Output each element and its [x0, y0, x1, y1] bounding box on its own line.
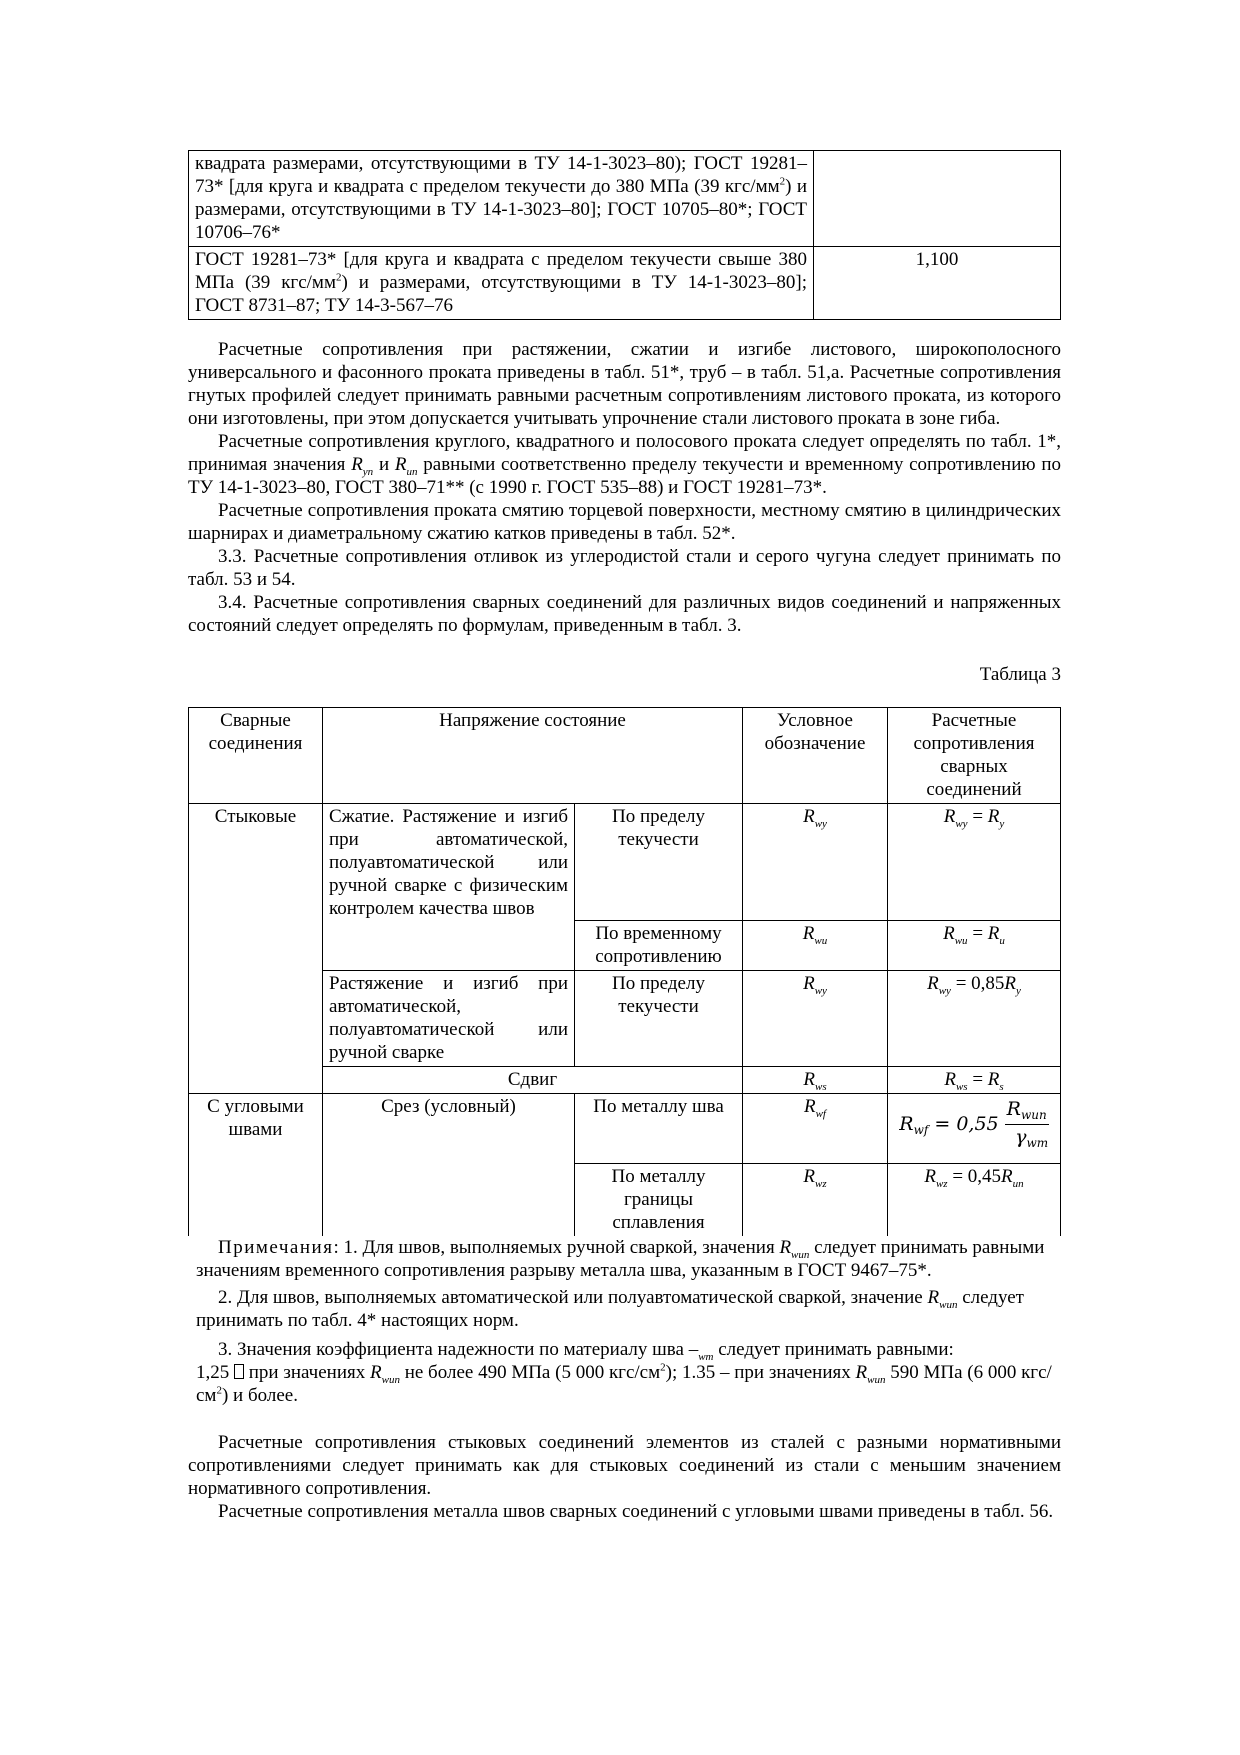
subscript: s: [999, 1080, 1004, 1093]
symbol: R: [394, 454, 407, 475]
table-row: [189, 247, 1061, 320]
subscript: u: [999, 934, 1005, 947]
text: = 0,45: [947, 1166, 1002, 1187]
symbol: R: [927, 973, 939, 994]
table-row: [189, 804, 1061, 921]
header-symbol: Условное обозначение: [743, 708, 888, 804]
symbol: R: [370, 1362, 382, 1383]
subscript: wm: [698, 1350, 714, 1363]
symbol: R: [855, 1362, 868, 1383]
symbol-cell: [743, 971, 888, 1067]
table-cell: 1,100: [814, 247, 1061, 320]
note-3: [196, 1338, 1056, 1361]
subscript: wu: [954, 934, 968, 947]
header-resistance: Расчетные сопротивления сварных соединений: [888, 708, 1061, 804]
text: = 0,85: [950, 973, 1005, 994]
paragraph: 3.3. Расчетные сопротивления отливок из углеродистой стали и серого чугуна следует принимать по табл. 53 и 54.: [188, 546, 1061, 590]
symbol: R: [779, 1237, 792, 1258]
symbol: R: [351, 454, 363, 475]
subscript: yn: [362, 465, 374, 478]
fraction: [1005, 1098, 1049, 1151]
symbol: γ: [1015, 1126, 1027, 1148]
paragraph: Расчетные сопротивления стыковых соединений элементов из сталей с разными нормативными сопротивлениями следует принимать как для стыковых соединений из стали с меньшим значением нормативного сопротивления.: [188, 1432, 1061, 1499]
cell-text: квадрата размерами, отсутствующими в ТУ 14-1-3023–80); ГОСТ 19281–73* [для круга и квадрата с пределом текучести до 380 МПа (39 кгс/мм: [195, 153, 807, 197]
subscript: wun: [939, 1298, 958, 1311]
superscript: 2: [779, 175, 786, 188]
symbol-cell: [743, 1164, 888, 1237]
table-header-row: [189, 708, 1061, 804]
subscript: wun: [791, 1248, 810, 1261]
text: = 0,55: [928, 1113, 999, 1135]
subscript: wf: [913, 1123, 929, 1137]
text: следует принимать равными значениям временного сопротивления разрыву металла шва, указанным в ГОСТ 9467–75*.: [196, 1237, 1045, 1281]
note-2: [196, 1286, 1056, 1332]
symbol-cell: [743, 804, 888, 921]
table-cell: [189, 247, 814, 320]
missing-glyph-box: [234, 1364, 244, 1379]
subscript: ws: [814, 1080, 827, 1093]
text: равными соответственно пределу текучести и временному сопротивлению по ТУ 14-1-3023–80, ГОСТ 380–71** (с 1990 г. ГОСТ 535–88) и ГОСТ 19281–73*.: [188, 454, 1062, 498]
note-1: [196, 1236, 1056, 1282]
symbol: R: [924, 1166, 936, 1187]
text: : 1. Для швов, выполняемых ручной сваркой, значения: [333, 1237, 780, 1258]
weld-metal-cell: По металлу шва: [575, 1094, 743, 1164]
table-row: [189, 151, 1061, 247]
symbol: R: [987, 923, 1000, 944]
text: следует принимать по табл. 4* настоящих норм.: [196, 1287, 1024, 1331]
symbol: R: [1006, 1098, 1021, 1120]
symbol: R: [1004, 973, 1017, 994]
paragraph: Расчетные сопротивления проката смятию торцевой поверхности, местному смятию в цилиндрических шарнирах и диаметральному сжатию катков приведены в табл. 52*.: [188, 500, 1061, 544]
text: 1,25: [196, 1362, 234, 1383]
cell-text: контролем качества швов: [329, 898, 535, 919]
subscript: y: [999, 817, 1005, 830]
text: при значениях: [244, 1362, 370, 1383]
formula-cell: [888, 804, 1061, 921]
denominator: [1005, 1125, 1048, 1151]
table-cell: [814, 151, 1061, 247]
text: и: [373, 454, 395, 475]
text: 2. Для швов, выполняемых автоматической или полуавтоматической сваркой, значение: [218, 1287, 928, 1308]
symbol: R: [944, 1069, 956, 1090]
symbol: R: [803, 1069, 815, 1090]
subscript: wz: [814, 1177, 827, 1190]
text: не более 490 МПа (5 000 кгс/см: [399, 1362, 661, 1383]
text: =: [967, 806, 988, 827]
cell-text: ) и размерами, отсутствующими в ТУ 14-1-3023–80]; ГОСТ 10705–80*; ГОСТ 10706–76*: [195, 176, 808, 243]
superscript: 2: [216, 1384, 222, 1397]
subscript: wz: [935, 1177, 948, 1190]
text: 3. Значения коэффициента надежности по материалу шва: [218, 1339, 689, 1360]
table-row: [189, 1094, 1061, 1164]
formula-cell: [888, 1094, 1061, 1164]
text: следует принимать равными:: [713, 1339, 954, 1360]
document-page: [188, 150, 1061, 1523]
cell-text: ГОСТ 19281–73* [для круга и квадрата с пределом текучести свыше 380 МПа (39 кгс/мм: [195, 249, 807, 293]
symbol: R: [943, 923, 955, 944]
subscript: wm: [1026, 1136, 1049, 1150]
cut-cell: Срез (условный): [323, 1094, 575, 1237]
symbol: R: [1001, 1166, 1013, 1187]
subscript: ws: [955, 1080, 968, 1093]
subscript: wun: [867, 1373, 886, 1386]
paragraph: Расчетные сопротивления металла швов сварных соединений с угловыми швами приведены в табл. 56.: [218, 1501, 1054, 1522]
ultimate-cell: По временному сопротивлению: [575, 921, 743, 971]
note-3-cont: [196, 1361, 1056, 1407]
fusion-cell: По металлу границы сплавления: [575, 1164, 743, 1237]
steel-grade-table: [188, 150, 1061, 320]
shear-cell: Сдвиг: [323, 1067, 743, 1094]
symbol: R: [802, 923, 815, 944]
table-caption: Таблица 3: [979, 664, 1061, 685]
numerator: [1005, 1098, 1049, 1125]
header-joints: Сварные соединения: [189, 708, 323, 804]
fillet-joints-cell: С угловыми швами: [189, 1094, 323, 1237]
cell-text: ) и размерами, отсутствующими в ТУ 14-1-3023–80]; ГОСТ 8731–87; ТУ 14-3-567–76: [195, 272, 807, 316]
symbol: R: [803, 1166, 815, 1187]
subscript: un: [406, 465, 418, 478]
table-cell: [189, 151, 814, 247]
symbol: R: [899, 1113, 914, 1135]
superscript: 2: [660, 1361, 666, 1374]
formula-cell: [888, 971, 1061, 1067]
paragraph: Расчетные сопротивления при растяжении, сжатии и изгибе листового, широкополосного универсального и фасонного проката приведены в табл. 51*, труб – в табл. 51,а. Расчетные сопротивления гнутых профилей следует принимать равными расчетным сопротивлениям листового проката, из которого они изготовлены, при этом допускается учитывать упрочнение стали листового проката в зоне гиба.: [188, 339, 1061, 429]
subscript: y: [1016, 984, 1021, 997]
symbol: R: [803, 806, 815, 827]
notes-label: Примечания: [218, 1237, 334, 1258]
subscript: wun: [1020, 1108, 1047, 1122]
formula-cell: [888, 921, 1061, 971]
subscript: wun: [381, 1373, 400, 1386]
header-stress: Напряжение состояние: [323, 708, 743, 804]
text: =: [967, 923, 988, 944]
subscript: wu: [814, 934, 828, 947]
butt-joints-cell: Стыковые: [189, 804, 323, 1094]
cell-text: Сжатие. Растяжение и изгиб при автоматической, полуавтоматической или ручной сварке с физическим: [329, 806, 568, 896]
subscript: wf: [815, 1107, 826, 1120]
yield-cell: По пределу текучести: [575, 804, 743, 921]
text: ); 1.35 – при значениях: [665, 1362, 856, 1383]
formula-cell: [888, 1067, 1061, 1094]
symbol: R: [987, 806, 1000, 827]
table-notes: [196, 1236, 1056, 1407]
paragraph: 3.4. Расчетные сопротивления сварных соединений для различных видов соединений и напряженных состояний следует определять по формулам, приведенным в табл. 3.: [188, 592, 1061, 636]
tension-cell: Растяжение и изгиб при автоматической, полуавтоматической или ручной сварке: [323, 971, 575, 1067]
compression-cell: [323, 804, 575, 971]
symbol: R: [943, 806, 956, 827]
symbol: R: [987, 1069, 1000, 1090]
paragraph: [188, 430, 1061, 499]
text: ) и более.: [221, 1385, 298, 1406]
symbol: R: [927, 1287, 940, 1308]
table-3: [188, 707, 1061, 1236]
text: =: [967, 1069, 988, 1090]
symbol-cell: [743, 1067, 888, 1094]
symbol: R: [803, 973, 815, 994]
symbol-cell: [743, 921, 888, 971]
fraction-formula: [899, 1098, 1048, 1151]
subscript: un: [1012, 1177, 1024, 1190]
symbol: –: [688, 1339, 699, 1360]
subscript: wy: [955, 817, 968, 830]
symbol: R: [803, 1096, 816, 1117]
symbol-cell: [743, 1094, 888, 1164]
text: 590 МПа (6 000 кгс/см: [196, 1362, 1052, 1406]
text: Расчетные сопротивления круглого, квадратного и полосового проката следует определять по табл. 1*, принимая значения: [188, 431, 1061, 475]
yield-cell: По пределу текучести: [575, 971, 743, 1067]
subscript: wy: [814, 817, 827, 830]
subscript: wy: [938, 984, 951, 997]
subscript: wy: [814, 984, 827, 997]
superscript: 2: [335, 271, 342, 284]
formula-cell: [888, 1164, 1061, 1237]
